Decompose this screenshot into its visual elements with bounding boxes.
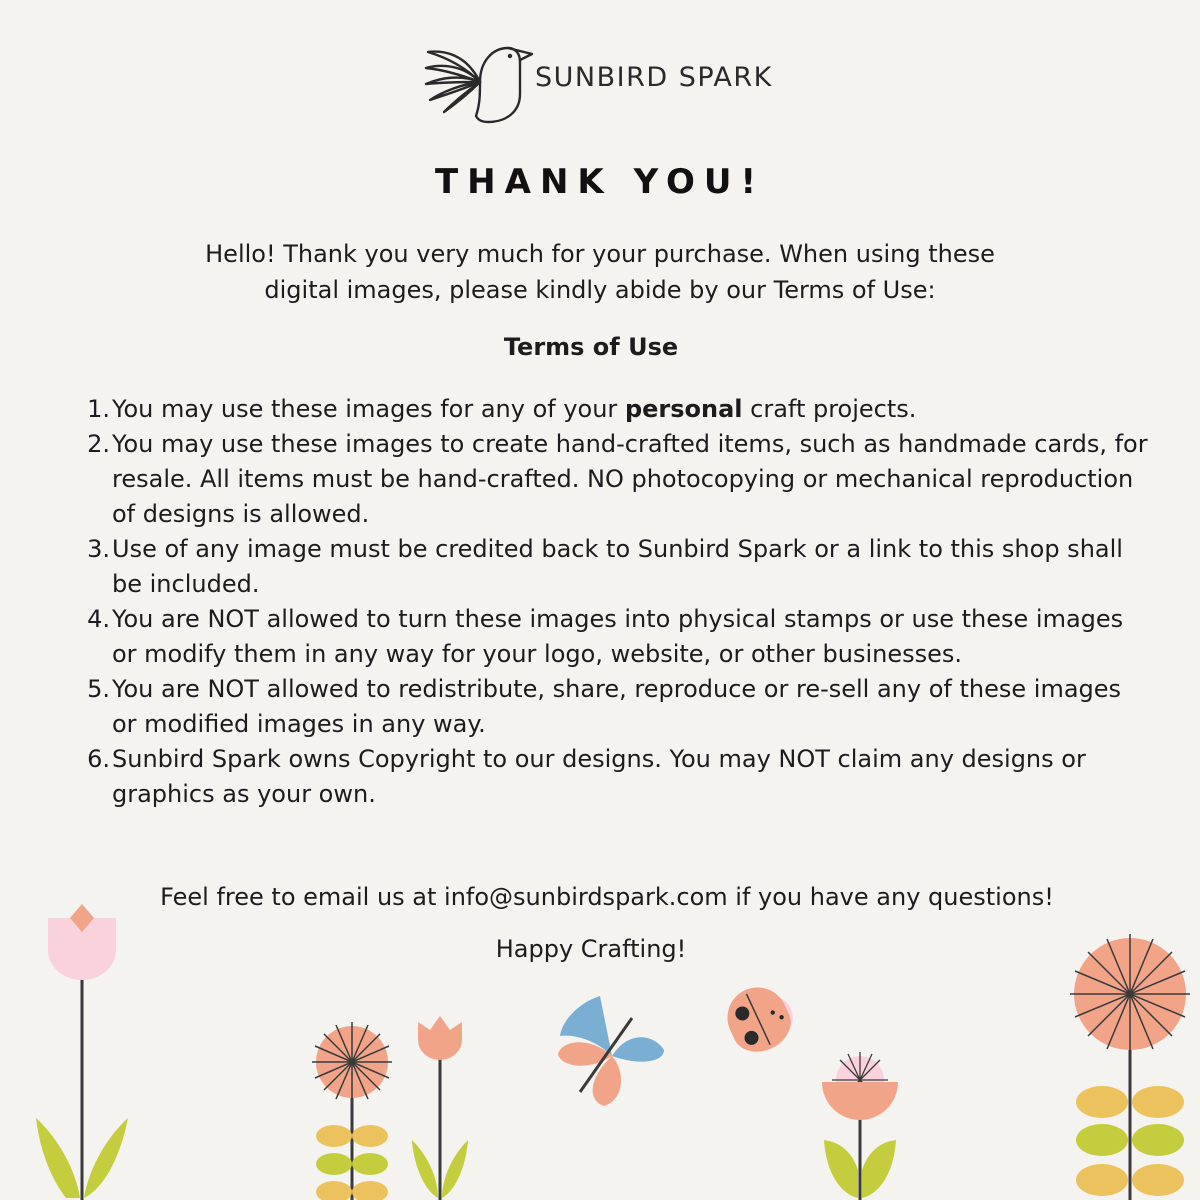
terms-item-number: 6. [87,745,110,773]
ladybug-icon [718,976,803,1061]
butterfly-icon [558,996,664,1106]
pink-tulip-icon [36,904,128,1200]
terms-item-number: 1. [87,395,110,423]
terms-item-text: You are NOT allowed to turn these images into physical stamps or use these images or modify them in any way for your logo, website, or other businesses. [112,605,1124,668]
terms-item-text: You may use these images for any of your [112,395,625,423]
half-flower-icon [822,1052,898,1200]
terms-item-number: 5. [87,675,110,703]
terms-item-text: You are NOT allowed to redistribute, share, reproduce or re-sell any of these images or modified images in any way. [112,675,1122,738]
brand-name: SUNBIRD SPARK [535,62,773,93]
terms-item-emphasis: personal [624,395,743,423]
terms-item-text: craft projects. [742,395,917,423]
terms-item-text: You may use these images to create hand-crafted items, such as handmade cards, for resale. All items must be hand-crafted. NO photocopying or mechanical reproduction of designs is allowed. [112,430,1148,528]
terms-item-number: 3. [87,535,110,563]
signoff-text: Happy Crafting! [495,935,687,963]
starburst-flower-icon [312,1022,392,1200]
large-starburst-flower-icon [1070,934,1190,1200]
terms-heading: Terms of Use [503,333,679,361]
terms-item-number: 4. [87,605,110,633]
terms-item-text: Use of any image must be credited back to Sunbird Spark or a link to this shop shall be included. [112,535,1123,598]
terms-item-number: 2. [87,430,110,458]
intro-line: Hello! Thank you very much for your purchase. When using these [205,240,995,268]
intro-line: digital images, please kindly abide by our Terms of Use: [264,276,936,304]
contact-text: Feel free to email us at info@sunbirdspark.com if you have any questions! [160,883,1054,911]
terms-item-text: Sunbird Spark owns Copyright to our designs. You may NOT claim any designs or graphics as your own. [112,745,1086,808]
page-title: THANK YOU! [434,162,766,202]
salmon-tulip-icon [412,1016,468,1200]
